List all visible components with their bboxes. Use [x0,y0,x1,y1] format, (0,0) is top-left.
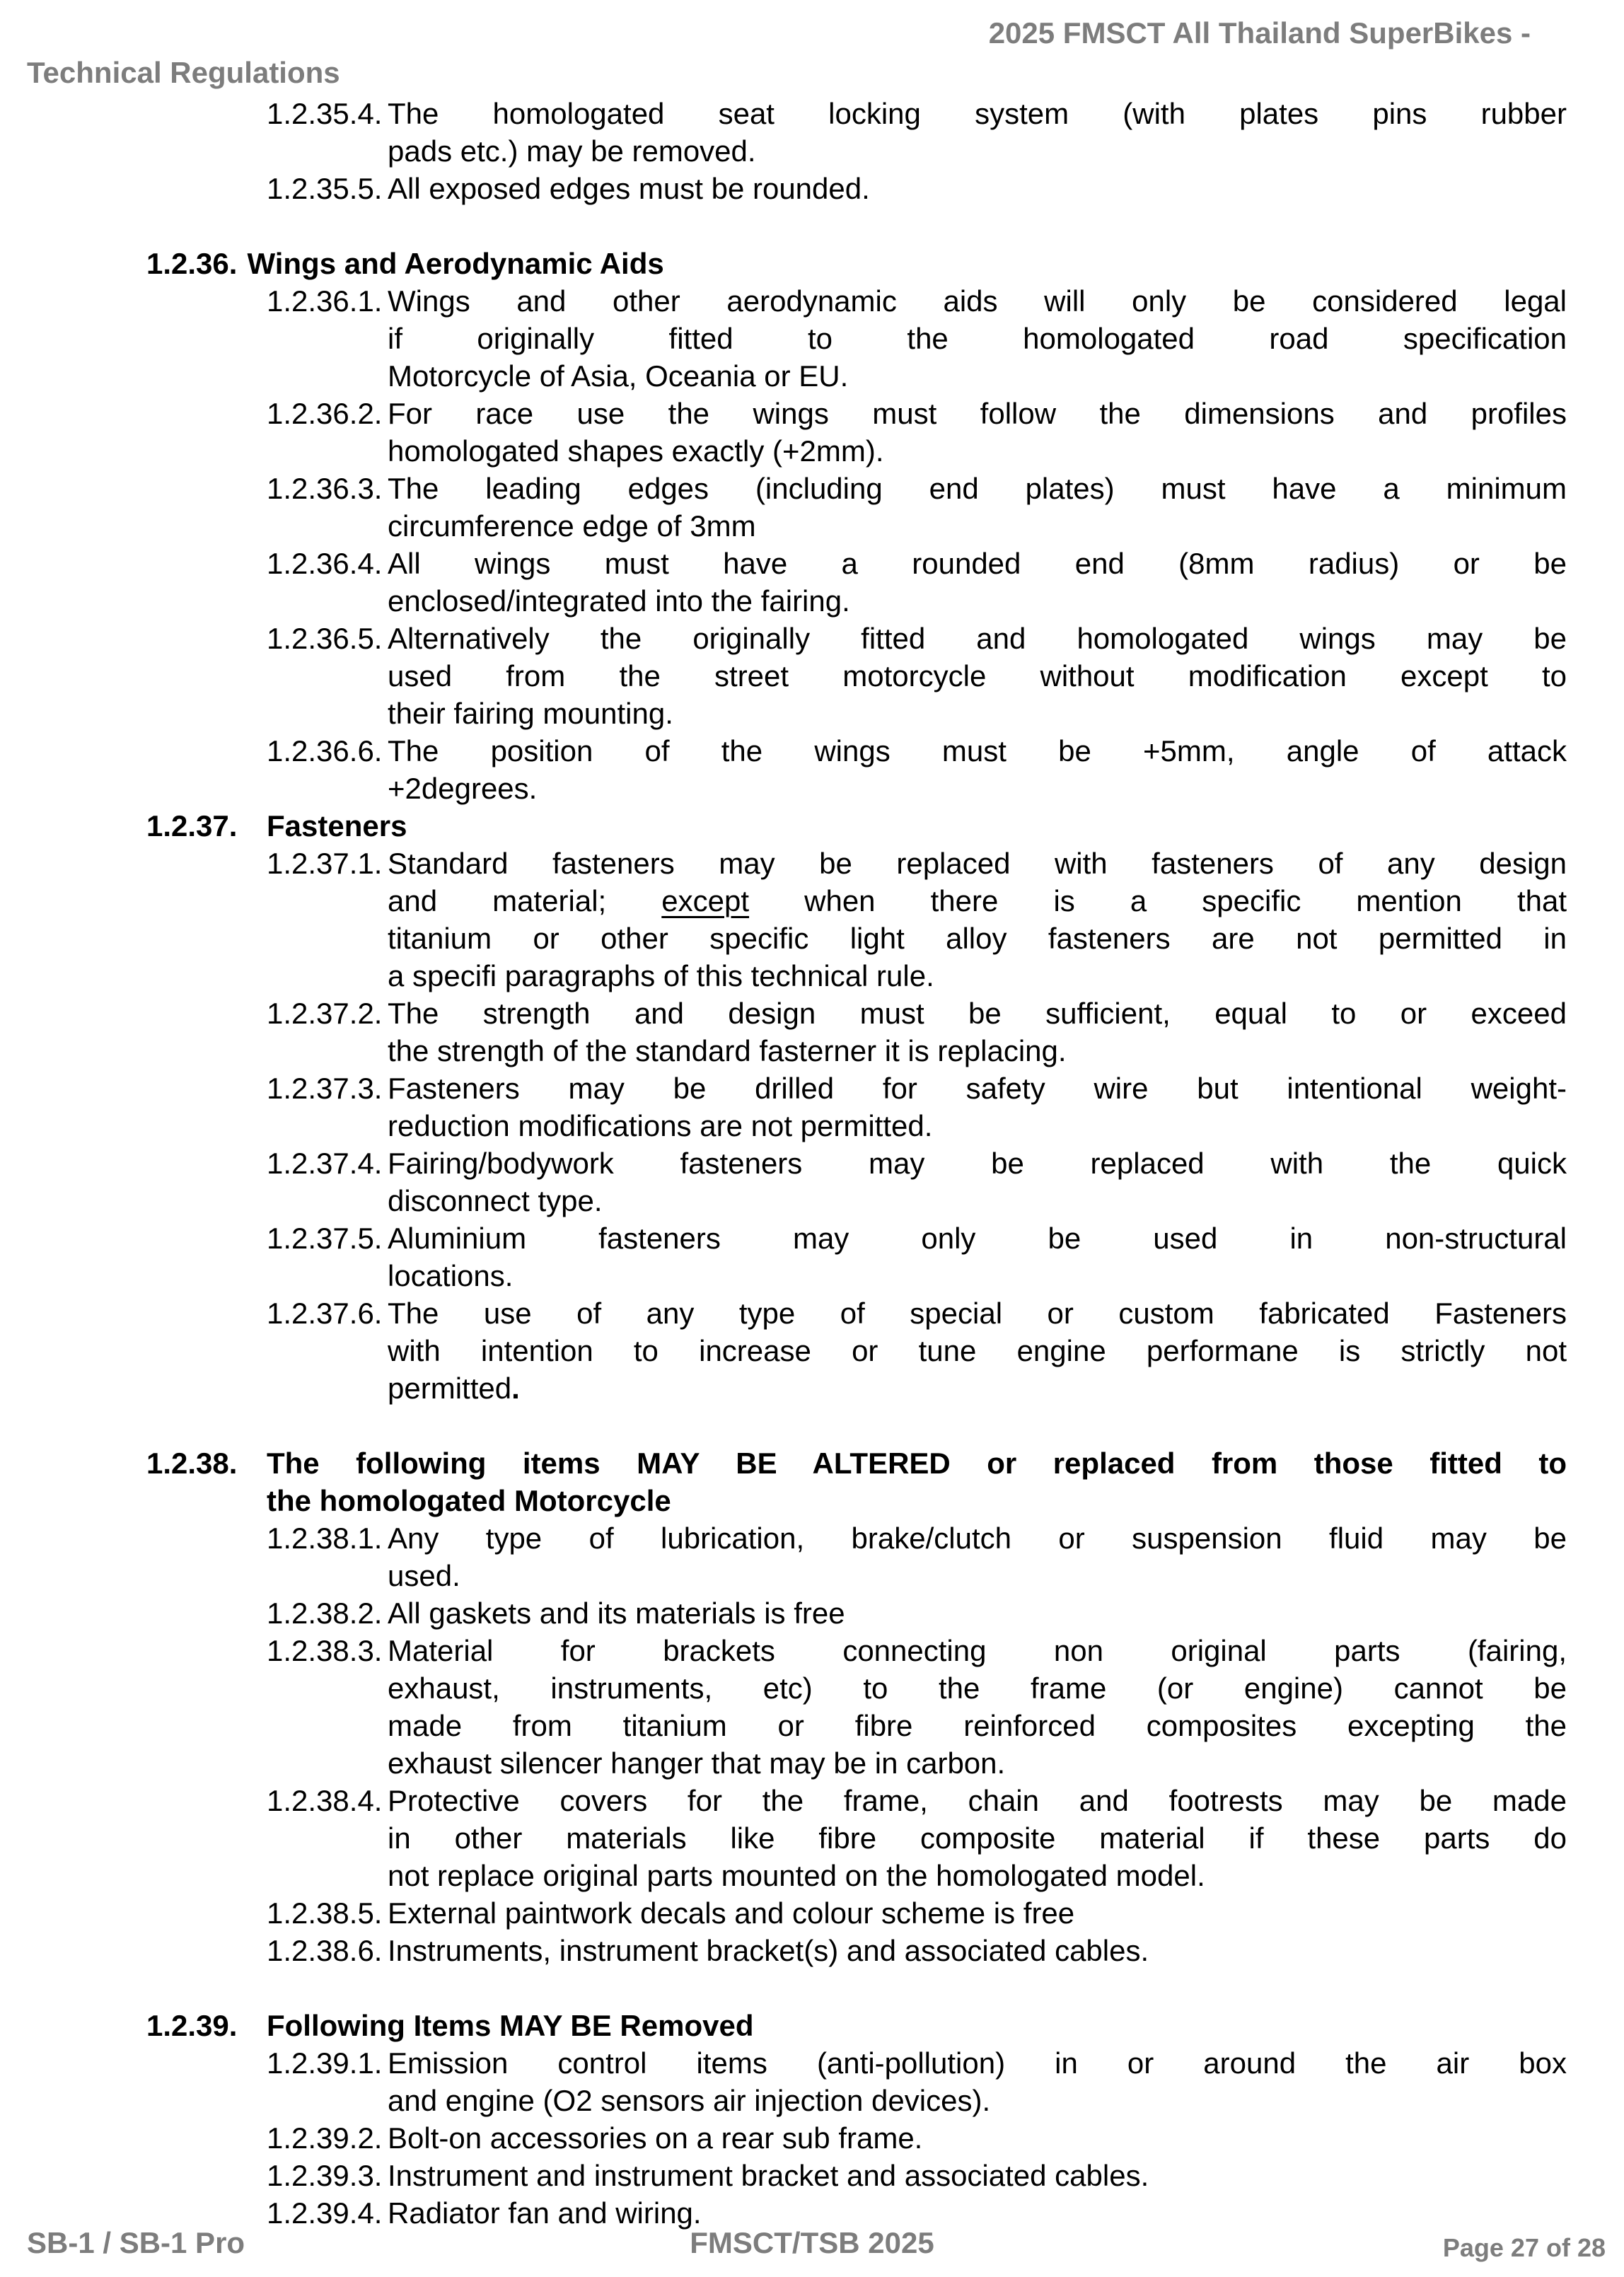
item-number: 1.2.37.3. [267,1072,383,1105]
text-line: Alternatively the originally fitted and homologated wings may be [388,622,1567,655]
item-number: 1.2.38.1. [267,1522,383,1555]
text-line [388,1369,1567,1407]
item-text [388,1519,1567,1594]
footer-page-number: Page 27 of 28 [1442,2233,1606,2262]
item-number: 1.2.38.4. [267,1784,383,1817]
text-line: Radiator fan and wiring. [388,2196,702,2230]
item-text [388,2157,1567,2194]
item-text [388,282,1567,395]
text-line: Following Items MAY BE Removed [267,2009,754,2042]
text-line: Emission control items (anti-pollution) in or around the air box [388,2046,1567,2080]
item-number: 1.2.37.5. [267,1222,383,1255]
text-line: +2degrees. [388,772,538,805]
item-number: 1.2.37.1. [267,847,383,880]
text-line: locations. [388,1259,514,1292]
text-line: All gaskets and its materials is free [388,1597,845,1630]
item-text [388,1632,1567,1782]
item-text [388,1294,1567,1407]
text-line: exhaust, instruments, etc) to the frame (or engine) cannot be [388,1671,1567,1705]
text-line: All exposed edges must be rounded. [388,172,870,205]
text-line: homologated shapes exactly (+2mm). [388,434,884,468]
item-number: 1.2.38.2. [267,1597,383,1630]
footer-class-label: SB-1 / SB-1 Pro [27,2226,245,2259]
text-line: Bolt-on accessories on a rear sub frame. [388,2121,923,2155]
item-number: 1.2.37.6. [267,1297,383,1330]
regulation-item [0,620,1624,732]
item-number: 1.2.35.5. [267,172,383,205]
heading-number: 1.2.37. [146,809,238,842]
underlined-text: except [661,884,750,917]
text-line [388,882,1567,920]
footer-doc-label: FMSCT/TSB 2025 [690,2226,934,2259]
heading-number: 1.2.36. [146,247,238,280]
regulation-item [0,470,1624,545]
heading-title [267,1444,1567,1519]
regulation-item [0,282,1624,395]
regulation-item [0,1894,1624,1932]
item-text [388,1932,1567,1969]
bold-text: . [511,1372,520,1405]
regulation-item [0,2157,1624,2194]
doc-title-line1: 2025 FMSCT All Thailand SuperBikes - [988,16,1531,50]
text-line: and engine (O2 sensors air injection devices). [388,2084,991,2117]
text-line: in other materials like fibre composite material if these parts do [388,1821,1567,1855]
item-number: 1.2.39.1. [267,2046,383,2080]
document-body [0,95,1624,2232]
item-number: 1.2.38.6. [267,1934,383,1967]
item-number: 1.2.38.3. [267,1634,383,1667]
footer [0,2224,1624,2268]
item-text [388,1219,1567,1294]
text-line: The following items MAY BE ALTERED or replaced from those fitted to [267,1447,1567,1480]
text-line: not replace original parts mounted on the homologated model. [388,1859,1205,1892]
regulation-item [0,732,1624,807]
text-line: a specifi paragraphs of this technical rule. [388,959,934,992]
item-number: 1.2.36.2. [267,397,383,430]
item-text [388,395,1567,470]
text-line: used. [388,1559,460,1592]
item-text [388,470,1567,545]
section-heading [0,1444,1624,1519]
text-line: disconnect type. [388,1184,603,1217]
regulation-item [0,395,1624,470]
text-line: if originally fitted to the homologated road specification [388,322,1567,355]
item-number: 1.2.35.4. [267,97,383,130]
text-line: exhaust silencer hanger that may be in carbon. [388,1746,1006,1780]
text-line: enclosed/integrated into the fairing. [388,584,850,618]
regulation-item [0,1932,1624,1969]
item-text [388,1070,1567,1145]
text-line: Material for brackets connecting non original parts (fairing, [388,1634,1567,1667]
text-segment: permitted [388,1372,512,1405]
item-text [388,2044,1567,2119]
item-number: 1.2.36.4. [267,547,383,580]
section-heading [0,245,1624,282]
item-number: 1.2.39.2. [267,2121,383,2155]
item-text [388,1894,1567,1932]
text-line: All wings must have a rounded end (8mm radius) or be [388,547,1567,580]
text-line: Wings and Aerodynamic Aids [247,247,664,280]
item-number: 1.2.37.2. [267,997,383,1030]
item-number: 1.2.39.3. [267,2159,383,2192]
text-line: Motorcycle of Asia, Oceania or EU. [388,359,849,393]
item-text [388,1782,1567,1894]
section-heading [0,807,1624,845]
text-line: The position of the wings must be +5mm, angle of attack [388,734,1567,767]
text-line: used from the street motorcycle without modification except to [388,659,1567,693]
item-text [388,170,1567,207]
text-line: Instruments, instrument bracket(s) and associated cables. [388,1934,1149,1967]
text-line: Fairing/bodywork fasteners may be replaced with the quick [388,1147,1567,1180]
item-number: 1.2.39.4. [267,2196,383,2230]
item-text [388,545,1567,620]
text-line: their fairing mounting. [388,697,673,730]
text-line: Any type of lubrication, brake/clutch or suspension fluid may be [388,1522,1567,1555]
regulation-item [0,1632,1624,1782]
text-line: made from titanium or fibre reinforced composites excepting the [388,1709,1567,1742]
regulation-item [0,95,1624,170]
heading-title [267,807,1567,845]
item-text [388,845,1567,995]
text-line: with intention to increase or tune engine performane is strictly not [388,1334,1567,1367]
regulation-item [0,1145,1624,1219]
regulation-item [0,170,1624,207]
regulation-item [0,1219,1624,1294]
regulation-item [0,845,1624,995]
text-line: titanium or other specific light alloy fasteners are not permitted in [388,922,1567,955]
doc-title-line2: Technical Regulations [27,56,340,89]
text-line: Instrument and instrument bracket and associated cables. [388,2159,1149,2192]
text-line: circumference edge of 3mm [388,509,756,543]
item-text [388,2119,1567,2157]
regulation-item [0,995,1624,1070]
regulation-item [0,2044,1624,2119]
regulation-item [0,1519,1624,1594]
text-line: The homologated seat locking system (with plates pins rubber [388,97,1567,130]
regulation-item [0,1782,1624,1894]
regulation-item [0,1594,1624,1632]
item-text [388,95,1567,170]
text-line: The strength and design must be sufficient, equal to or exceed [388,997,1567,1030]
item-number: 1.2.36.1. [267,284,383,318]
regulation-item [0,1070,1624,1145]
text-line: Protective covers for the frame, chain and footrests may be made [388,1784,1567,1817]
item-text [388,1594,1567,1632]
text-line: The use of any type of special or custom fabricated Fasteners [388,1297,1567,1330]
text-line: Wings and other aerodynamic aids will only be considered legal [388,284,1567,318]
heading-title [247,245,1567,282]
text-line: Fasteners [267,809,407,842]
item-number: 1.2.36.3. [267,472,383,505]
text-line: The leading edges (including end plates) must have a minimum [388,472,1567,505]
heading-number: 1.2.39. [146,2009,238,2042]
text-line: Standard fasteners may be replaced with fasteners of any design [388,847,1567,880]
item-text [388,1145,1567,1219]
text-line: Aluminium fasteners may only be used in non-structural [388,1222,1567,1255]
heading-number: 1.2.38. [146,1447,238,1480]
item-text [388,732,1567,807]
text-segment: when there is a specific mention that [749,884,1567,917]
item-number: 1.2.38.5. [267,1896,383,1930]
item-number: 1.2.36.5. [267,622,383,655]
text-line: the homologated Motorcycle [267,1484,671,1517]
text-line: the strength of the standard fasterner it is replacing. [388,1034,1067,1067]
text-line: reduction modifications are not permitted. [388,1109,933,1142]
regulation-item [0,2119,1624,2157]
heading-title [267,2007,1567,2044]
regulation-item [0,545,1624,620]
text-segment: and material; [388,884,662,917]
regulation-item [0,1294,1624,1407]
section-heading [0,2007,1624,2044]
text-line: Fasteners may be drilled for safety wire but intentional weight- [388,1072,1567,1105]
item-number: 1.2.36.6. [267,734,383,767]
item-number: 1.2.37.4. [267,1147,383,1180]
text-line: pads etc.) may be removed. [388,134,756,168]
item-text [388,995,1567,1070]
text-line: External paintwork decals and colour scheme is free [388,1896,1075,1930]
item-text [388,620,1567,732]
text-line: For race use the wings must follow the dimensions and profiles [388,397,1567,430]
